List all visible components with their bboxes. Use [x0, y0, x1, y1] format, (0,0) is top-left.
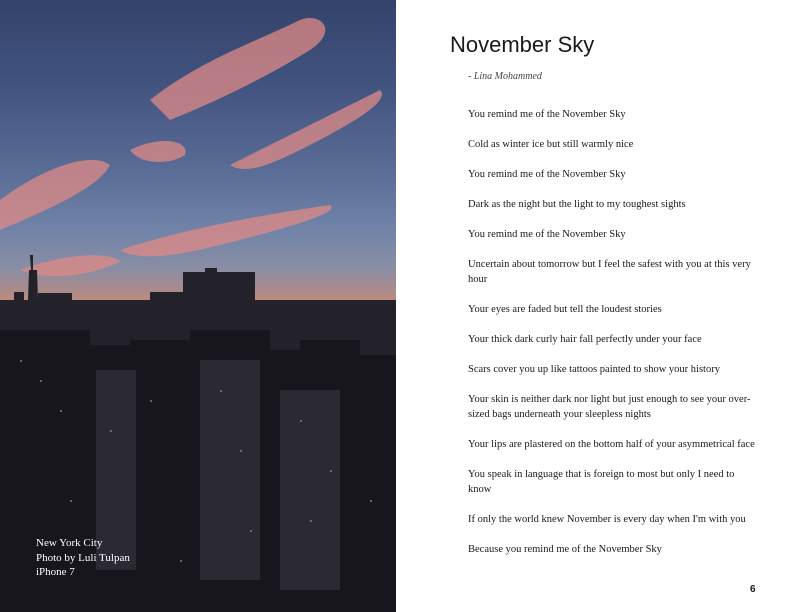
caption-credit: Photo by Luli Tulpan — [36, 551, 130, 564]
building-faces — [96, 360, 340, 590]
page-number: 6 — [750, 584, 756, 595]
poem-line: Uncertain about tomorrow but I feel the safest with you at this very hour — [468, 259, 751, 285]
poem-line: Your thick dark curly hair fall perfectly under your face — [468, 334, 702, 345]
poem-panel — [396, 0, 792, 612]
caption-device: iPhone 7 — [36, 566, 75, 578]
poem-line: You speak in language that is foreign to most but only I need to know — [468, 469, 735, 495]
poem-line: Dark as the night but the light to my toughest sights — [468, 199, 686, 210]
photo-caption — [36, 536, 130, 580]
poem-line: Scars cover you up like tattoos painted to show your history — [468, 364, 720, 375]
poem-line: Cold as winter ice but still warmly nice — [468, 139, 634, 150]
poem-line: You remind me of the November Sky — [468, 169, 626, 180]
poem-author: - Lina Mohammed — [468, 71, 542, 82]
poem-line: You remind me of the November Sky — [468, 229, 626, 240]
poem-lines — [468, 107, 758, 572]
poem-line: If only the world knew November is every day when I'm with you — [468, 514, 746, 525]
clouds — [0, 18, 382, 276]
poem-title: November Sky — [450, 32, 595, 57]
caption-location: New York City — [36, 537, 103, 549]
poem-line: Your eyes are faded but tell the loudest stories — [468, 304, 662, 315]
poem-line: Because you remind me of the November Sky — [468, 544, 662, 555]
poem-line: Your lips are plastered on the bottom half of your asymmetrical face — [468, 439, 755, 450]
poem-line: Your skin is neither dark nor light but just enough to see your over-sized bags underneath your sleepless nights — [468, 394, 751, 420]
poem-line: You remind me of the November Sky — [468, 109, 626, 120]
